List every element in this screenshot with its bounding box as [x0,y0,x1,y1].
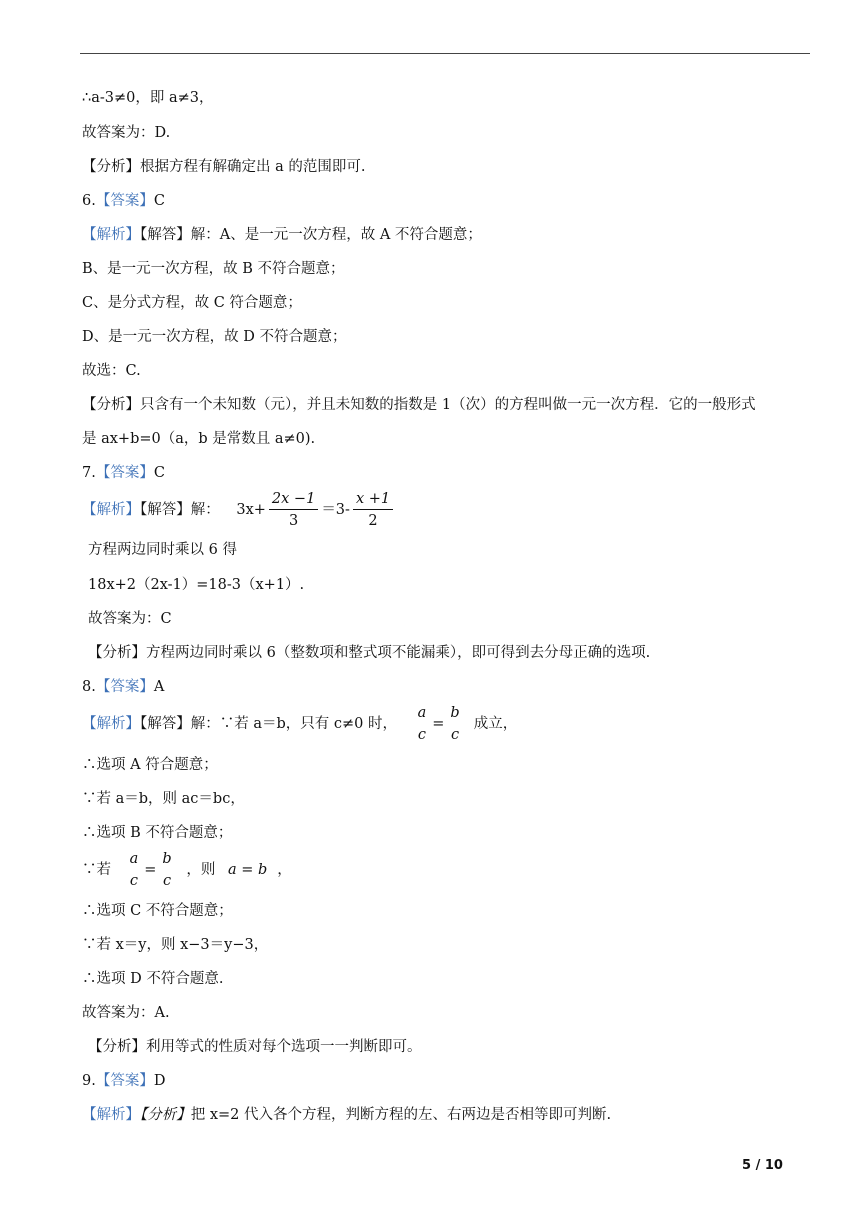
q9-solution: 【解析】【分析】把 x=2 代入各个方程，判断方程的左、右两边是否相等即可判断. [82,1107,612,1123]
text-line: D、是一元一次方程，故 D 不符合题意； [82,329,347,345]
analysis-line: 【分析】只含有一个未知数（元），并且未知数的指数是 1（次）的方程叫做一元一次方程．它的一般形式 [82,397,756,413]
fraction: a c [129,851,139,889]
analysis-line: 【分析】根据方程有解确定出 a 的范围即可. [82,159,366,175]
equation: a c = b c [412,716,466,732]
text-line: ∴a-3≠0，即 a≠3， [82,90,214,106]
text-line: 故答案为：C [88,611,172,627]
page-number: 5 / 10 [742,1158,783,1173]
fraction: $\frac{2x -1}{3}$ [269,492,318,529]
text-line: ∴选项 B 不符合题意； [82,825,233,841]
text-line: C、是分式方程，故 C 符合题意； [82,295,302,311]
text-line: 方程两边同时乘以 6 得 [88,542,237,558]
fraction: a c [417,705,427,743]
q7-solution: 【解析】【解答】解： 3x+ $\frac{2x -1}{3}$ ＝3- $\frac{x +1}{2}$ [82,488,396,532]
q8-answer: 8.【答案】A [82,679,165,695]
q8-solution: 【解析】【解答】解：∵若 a＝b，只有 c≠0 时， a c = b c 成立， [82,705,518,743]
q6-answer: 6.【答案】C [82,193,165,209]
header-rule [80,53,810,54]
text-line: ∵若 a c = b c ，则 a = b ， [82,851,292,889]
q7-answer: 7.【答案】C [82,465,165,481]
text-line: 故答案为：D. [82,125,171,141]
fraction: b c [162,851,172,889]
fraction: $\frac{x +1}{2}$ [353,492,393,529]
text-line: 是 ax+b=0（a，b 是常数且 a≠0). [82,431,316,447]
text-line: 故选：C. [82,363,141,379]
analysis-line: 【分析】利用等式的性质对每个选项一一判断即可。 [88,1039,422,1055]
fraction: b c [450,705,460,743]
text-line: 故答案为：A. [82,1005,170,1021]
q9-answer: 9.【答案】D [82,1073,166,1089]
equation: 3x+ $\frac{2x -1}{3}$ ＝3- $\frac{x +1}{2}$ [236,502,396,518]
text-line: ∴选项 C 不符合题意； [82,903,233,919]
text-line: ∴选项 A 符合题意； [82,757,218,773]
analysis-line: 【分析】方程两边同时乘以 6（整数项和整式项不能漏乘），即可得到去分母正确的选项. [88,645,651,661]
q6-solution: 【解析】【解答】解：A、是一元一次方程，故 A 不符合题意； [82,227,482,243]
text-line: 18x+2（2x-1）=18-3（x+1）. [88,577,305,593]
text-line: B、是一元一次方程，故 B 不符合题意； [82,261,345,277]
text-line: ∵若 a＝b，则 ac＝bc， [82,791,245,807]
equation: a c = b c [124,862,178,878]
text-line: ∴选项 D 不符合题意. [82,971,224,987]
text-line: ∵若 x＝y，则 x−3＝y−3， [82,937,269,953]
